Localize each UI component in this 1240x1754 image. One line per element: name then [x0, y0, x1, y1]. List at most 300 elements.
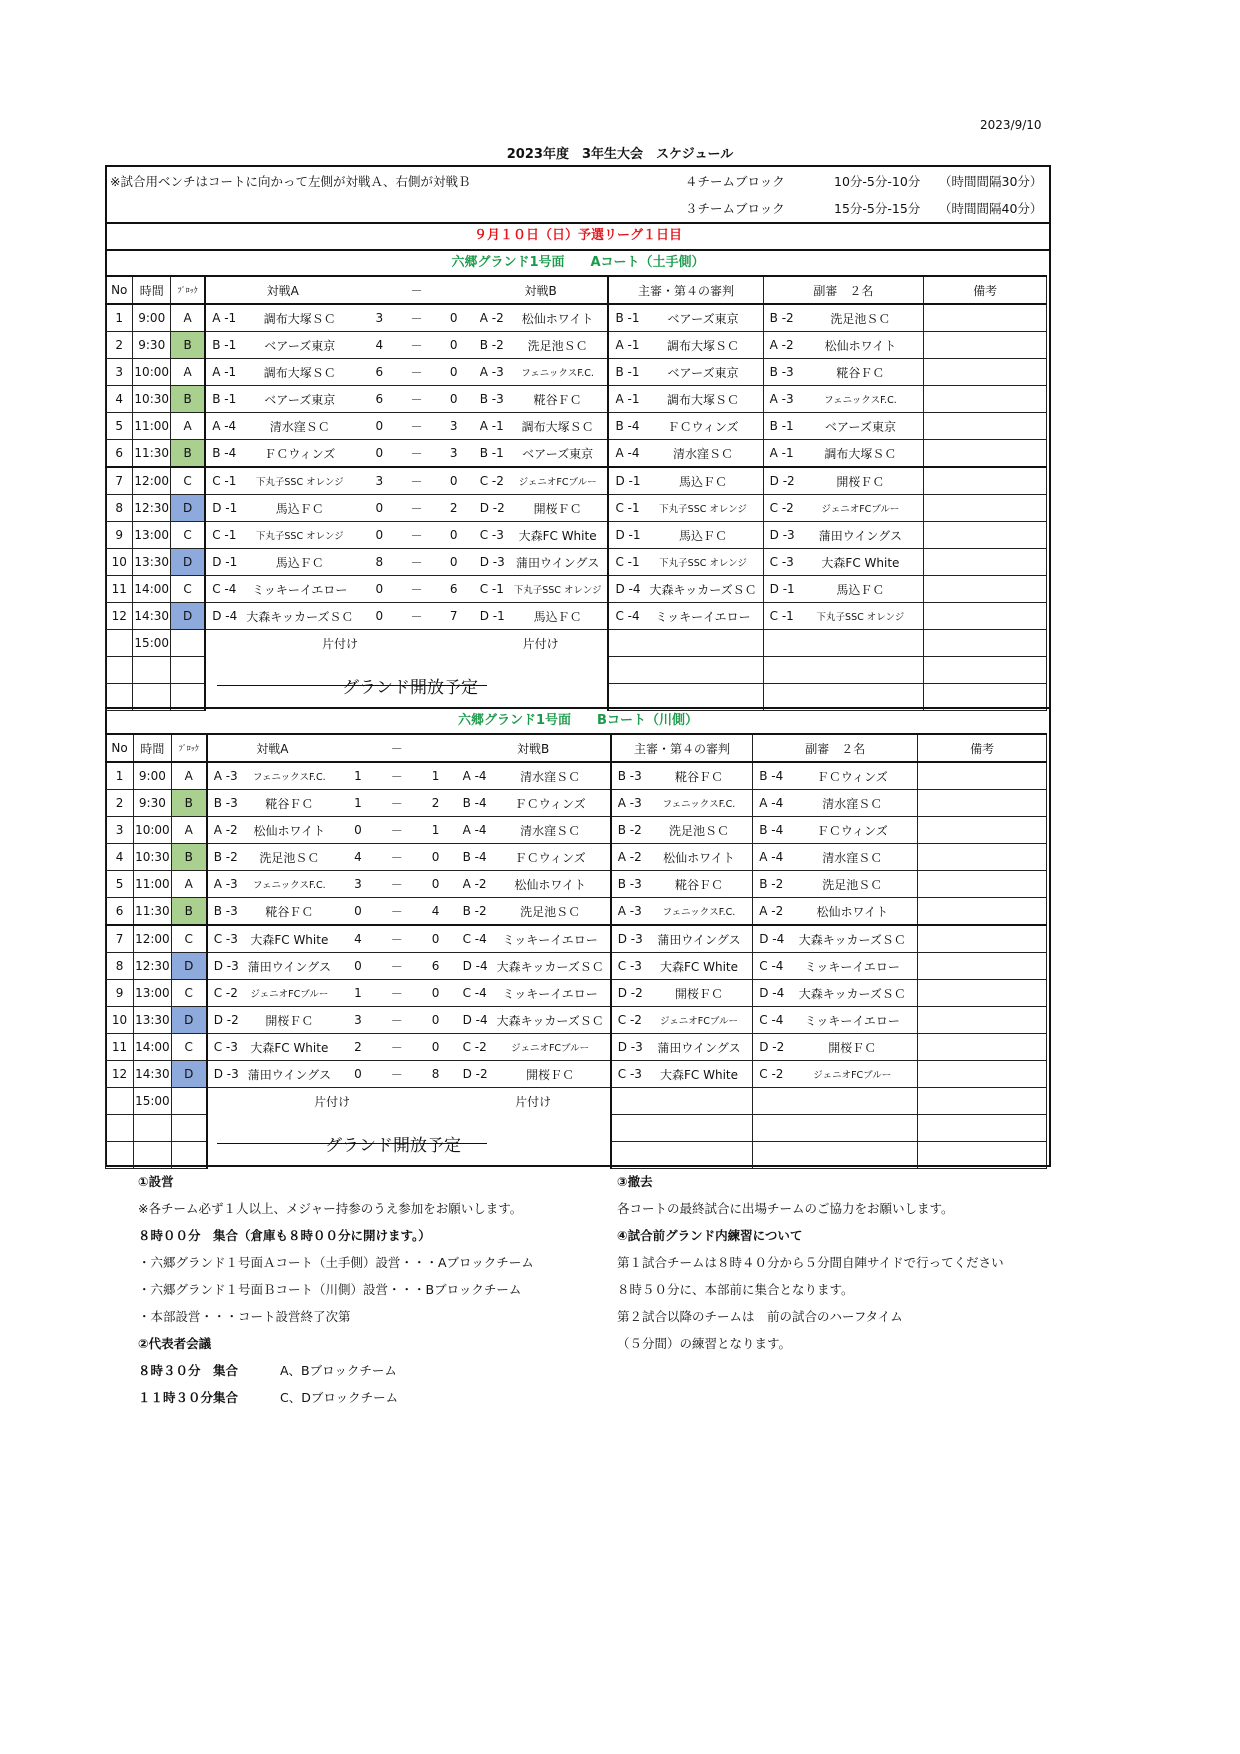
score-dash: － — [399, 603, 433, 630]
cleanup-b: 片付け — [457, 1088, 611, 1115]
team-a-inner — [206, 305, 359, 331]
table-row — [106, 1115, 1047, 1142]
team-a — [207, 1007, 337, 1034]
remarks-cell — [924, 657, 1047, 684]
assistant-referee-code: B -4 — [759, 823, 784, 837]
team-a-code: B -2 — [213, 850, 238, 864]
match-time: 11:00 — [133, 413, 171, 440]
assistant-referee-name: ジェニオFCブルー — [813, 1070, 892, 1081]
match-time: 14:30 — [134, 1061, 172, 1088]
referee — [608, 386, 763, 413]
assistant-referee — [753, 871, 918, 898]
assistant-referee-inner — [764, 332, 924, 358]
team-b-code: D -3 — [479, 555, 505, 569]
assistant-referee-code: D -4 — [759, 986, 785, 1000]
match-time: 10:30 — [134, 844, 172, 871]
referee-code: B -4 — [615, 419, 640, 433]
team-a-name: 大森キッカーズＳＣ — [246, 609, 354, 624]
score-dash: － — [379, 1007, 415, 1034]
match-time: 10:30 — [133, 386, 171, 413]
referee-code: D -4 — [615, 582, 641, 596]
team-a-name: フェニックスF.C. — [253, 880, 326, 891]
block-cell: A — [170, 304, 205, 332]
table-row — [106, 522, 1047, 549]
referee-inner — [612, 1061, 753, 1087]
referee-inner — [612, 817, 753, 843]
referee-inner — [609, 522, 762, 548]
match-no: 6 — [106, 898, 134, 926]
remarks-cell — [924, 386, 1047, 413]
referee — [608, 576, 763, 603]
referee-code: C -2 — [617, 1013, 642, 1027]
referee-inner — [609, 549, 762, 575]
assistant-referee — [763, 359, 924, 386]
match-no: 9 — [106, 980, 134, 1007]
team-b-code: D -4 — [462, 1013, 488, 1027]
court-title: 六郷グランド1号面 Aコート（土手側） — [105, 249, 1051, 275]
referee — [608, 657, 763, 684]
assistant-referee-name: ＦＣウィンズ — [816, 769, 888, 784]
team-a-inner — [208, 1007, 337, 1033]
team-b-name: ベアーズ東京 — [522, 446, 594, 461]
match-time — [134, 1115, 172, 1142]
team-b-name: 松仙ホワイト — [514, 877, 586, 892]
remarks-cell — [918, 953, 1047, 980]
score-dash: － — [379, 871, 415, 898]
match-no: 1 — [106, 762, 134, 790]
assistant-referee-inner — [764, 576, 924, 602]
team-a-code: D -3 — [213, 959, 239, 973]
team-b-inner — [474, 440, 608, 466]
header-no: No — [106, 734, 134, 762]
team-b-code: C -4 — [462, 986, 487, 1000]
team-b-inner — [474, 413, 608, 439]
referee-name: 糀谷ＦＣ — [674, 877, 723, 892]
team-a-code: A -3 — [213, 769, 238, 783]
referee-code: B -3 — [617, 769, 642, 783]
referee — [608, 495, 763, 522]
referee-name: フェニックスF.C. — [662, 907, 736, 918]
referee-name: 調布大塚ＳＣ — [667, 392, 740, 407]
score-a: 4 — [337, 925, 379, 953]
table-row — [106, 817, 1047, 844]
team-a-code: C -1 — [212, 528, 237, 542]
team-a-inner — [206, 549, 359, 575]
remarks-cell — [924, 413, 1047, 440]
assistant-referee-code: D -4 — [759, 932, 785, 946]
match-time: 11:30 — [134, 898, 172, 926]
team-b — [474, 386, 609, 413]
footer-left-line: ８時００分 集合（倉庫も８時００分に開けます。） — [138, 1228, 431, 1243]
referee — [611, 925, 753, 953]
team-a — [207, 925, 337, 953]
match-time: 10:00 — [133, 359, 171, 386]
cleanup-b — [474, 657, 609, 684]
team-a-name: ジェニオFCブルー — [250, 989, 329, 1000]
match-no: 10 — [106, 549, 133, 576]
referee — [611, 1088, 753, 1115]
assistant-referee-name: 清水窪ＳＣ — [822, 796, 883, 811]
match-no — [106, 1142, 134, 1169]
team-b-inner — [474, 359, 608, 385]
team-a-inner — [208, 980, 337, 1006]
match-time: 12:00 — [134, 925, 172, 953]
score-a: 2 — [337, 1034, 379, 1061]
team-a-code: C -4 — [212, 582, 237, 596]
referee — [608, 467, 763, 495]
assistant-referee-inner — [764, 495, 924, 521]
team-a-code: C -3 — [213, 932, 238, 946]
team-b — [474, 332, 609, 359]
footer-left-line: ①設営 — [138, 1174, 174, 1189]
referee-name: 洗足池ＳＣ — [668, 823, 729, 838]
team-a-code: B -4 — [212, 446, 237, 460]
referee — [611, 817, 753, 844]
team-b-inner — [474, 386, 608, 412]
team-b-inner — [457, 790, 610, 816]
match-no: 4 — [106, 386, 133, 413]
team-a-inner — [208, 1061, 337, 1087]
referee-name: 蒲田ウイングス — [657, 932, 741, 947]
team-a-inner — [206, 359, 359, 385]
score-dash: － — [399, 522, 433, 549]
schedule-table — [105, 275, 1047, 711]
team-b — [474, 495, 609, 522]
footer-right-line: 第１試合チームは８時４０分から５分間自陣サイドで行ってください — [617, 1255, 1004, 1270]
assistant-referee-name: 松仙ホワイト — [816, 904, 889, 919]
team-a — [205, 386, 359, 413]
match-no: 3 — [106, 359, 133, 386]
table-row — [106, 603, 1047, 630]
team-a-inner — [208, 953, 337, 979]
block-cell — [171, 1115, 207, 1142]
assistant-referee — [753, 898, 918, 926]
team-b-inner — [457, 817, 610, 843]
team-a — [205, 576, 359, 603]
match-no — [106, 630, 133, 657]
schedule-frame — [105, 165, 1051, 1167]
score-b: 2 — [415, 790, 457, 817]
team-a-code: B -1 — [212, 338, 237, 352]
team-a — [207, 817, 337, 844]
score-b: 0 — [434, 549, 474, 576]
cleanup-b: 片付け — [474, 630, 609, 657]
score-b: 0 — [415, 1007, 457, 1034]
referee-inner — [609, 468, 762, 494]
block-cell: B — [170, 332, 205, 359]
match-time: 13:00 — [133, 522, 171, 549]
referee-name: 大森キッカーズＳＣ — [649, 582, 757, 597]
score-b: 0 — [434, 332, 474, 359]
referee-code: C -3 — [617, 959, 642, 973]
score-b: 3 — [434, 440, 474, 468]
block-cell: C — [170, 522, 205, 549]
team-b — [457, 1007, 611, 1034]
score-b: 7 — [434, 603, 474, 630]
team-b-inner — [474, 549, 608, 575]
team-a-inner — [206, 522, 359, 548]
referee-code: D -1 — [615, 474, 641, 488]
assistant-referee — [763, 549, 924, 576]
table-row — [106, 413, 1047, 440]
referee-name: 清水窪ＳＣ — [673, 446, 734, 461]
cleanup-a: 片付け — [207, 1088, 457, 1115]
assistant-referee — [763, 576, 924, 603]
table-row — [106, 467, 1047, 495]
assistant-referee-code: D -2 — [759, 1040, 785, 1054]
score-a: 0 — [359, 576, 399, 603]
referee-name: ミッキーイエロー — [655, 609, 751, 624]
table-row — [106, 630, 1047, 657]
assistant-referee-name: 大森キッカーズＳＣ — [798, 986, 906, 1001]
block-cell: C — [170, 576, 205, 603]
assistant-referee-inner — [753, 763, 917, 789]
referee-name: ベアーズ東京 — [667, 311, 739, 326]
score-b: 0 — [434, 304, 474, 332]
team-b-inner — [474, 305, 608, 331]
team-a-inner — [208, 844, 337, 870]
remarks-cell — [924, 332, 1047, 359]
remarks-cell — [918, 1115, 1047, 1142]
match-time: 12:30 — [133, 495, 171, 522]
team-a-inner — [208, 1034, 337, 1060]
block4-label: ４チームブロック — [685, 174, 785, 189]
team-b-name: 糀谷ＦＣ — [533, 392, 582, 407]
table-row — [106, 386, 1047, 413]
team-a-code: D -4 — [212, 609, 238, 623]
team-a — [205, 467, 359, 495]
match-time: 13:30 — [133, 549, 171, 576]
block-cell: B — [171, 844, 207, 871]
block4-interval: （時間間隔30分） — [939, 174, 1043, 189]
referee — [611, 1115, 753, 1142]
score-a: 0 — [359, 603, 399, 630]
team-a — [205, 332, 359, 359]
assistant-referee — [763, 467, 924, 495]
assistant-referee-inner — [753, 844, 917, 870]
header-no: No — [106, 276, 133, 304]
ground-open-label: グランド開放予定 — [342, 678, 478, 698]
footer-left-line: ※各チーム必ず１人以上、メジャー持参のうえ参加をお願いします。 — [138, 1201, 523, 1216]
team-a — [207, 898, 337, 926]
team-b — [457, 925, 611, 953]
score-b: 0 — [415, 980, 457, 1007]
referee — [611, 898, 753, 926]
team-b-name: ジェニオFCブルー — [511, 1043, 590, 1054]
team-b-code: D -4 — [462, 959, 488, 973]
match-time: 12:30 — [134, 953, 172, 980]
team-a-name: 松仙ホワイト — [253, 823, 326, 838]
team-b-inner — [457, 871, 610, 897]
team-a-name: ＦＣウィンズ — [264, 446, 336, 461]
block-cell: A — [171, 871, 207, 898]
match-no: 8 — [106, 953, 134, 980]
referee-inner — [612, 763, 753, 789]
referee-name: ベアーズ東京 — [667, 365, 739, 380]
block-cell: C — [171, 1034, 207, 1061]
referee-inner — [609, 332, 762, 358]
table-row — [106, 871, 1047, 898]
team-b-name: ＦＣウィンズ — [514, 796, 586, 811]
remarks-cell — [918, 817, 1047, 844]
assistant-referee-inner — [753, 1007, 917, 1033]
block-cell: D — [171, 953, 207, 980]
remarks-cell — [924, 440, 1047, 468]
block3-label: ３チームブロック — [685, 201, 785, 216]
referee-inner — [612, 1007, 753, 1033]
team-a-name: 洗足池ＳＣ — [259, 850, 320, 865]
match-no: 2 — [106, 790, 134, 817]
team-a-inner — [208, 871, 337, 897]
document-date: 2023/9/10 — [980, 118, 1042, 132]
remarks-cell — [924, 603, 1047, 630]
team-b-code: B -1 — [479, 446, 504, 460]
assistant-referee-inner — [753, 898, 917, 924]
block-cell — [171, 1142, 207, 1169]
assistant-referee-inner — [753, 790, 917, 816]
referee-code: A -1 — [615, 338, 640, 352]
score-b: 0 — [415, 844, 457, 871]
score-b: 2 — [434, 495, 474, 522]
team-b — [457, 790, 611, 817]
team-a-inner — [208, 790, 337, 816]
team-b — [474, 467, 609, 495]
assistant-referee-name: ジェニオFCブルー — [821, 504, 900, 515]
team-a-inner — [206, 332, 359, 358]
referee-name: ＦＣウィンズ — [667, 419, 739, 434]
team-b-code: A -2 — [462, 877, 487, 891]
block-cell: C — [171, 980, 207, 1007]
block-cell: A — [171, 762, 207, 790]
team-b — [474, 549, 609, 576]
team-a-name: 糀谷ＦＣ — [265, 904, 314, 919]
team-b-name: 大森FC White — [518, 528, 597, 543]
assistant-referee-name: ミッキーイエロー — [804, 1013, 900, 1028]
team-a-code: D -2 — [213, 1013, 239, 1027]
team-b — [457, 1034, 611, 1061]
referee-code: C -3 — [617, 1067, 642, 1081]
assistant-referee — [753, 980, 918, 1007]
assistant-referee-name: 蒲田ウイングス — [818, 528, 903, 543]
referee-inner — [609, 603, 762, 629]
team-b — [474, 359, 609, 386]
team-b-code: A -4 — [462, 769, 487, 783]
team-a-name: ミッキーイエロー — [252, 582, 348, 597]
assistant-referee-inner — [753, 871, 917, 897]
team-b — [474, 576, 609, 603]
referee-code: D -1 — [615, 528, 641, 542]
team-a-name: 下丸子SSC オレンジ — [255, 531, 344, 542]
table-row — [106, 925, 1047, 953]
score-a: 4 — [359, 332, 399, 359]
referee-name: 蒲田ウイングス — [657, 1040, 741, 1055]
score-dash: － — [379, 790, 415, 817]
table-row — [106, 980, 1047, 1007]
cleanup-b — [457, 1142, 611, 1169]
referee — [608, 549, 763, 576]
match-no: 4 — [106, 844, 134, 871]
table-row — [106, 844, 1047, 871]
team-b — [457, 844, 611, 871]
team-a-code: A -3 — [213, 877, 238, 891]
team-b-code: A -1 — [479, 419, 504, 433]
score-a: 4 — [337, 844, 379, 871]
remarks-cell — [918, 898, 1047, 926]
match-no: 5 — [106, 871, 134, 898]
team-b — [457, 898, 611, 926]
assistant-referee-name: 大森キッカーズＳＣ — [798, 932, 906, 947]
score-a: 3 — [359, 467, 399, 495]
assistant-referee — [763, 332, 924, 359]
team-b-inner — [457, 1061, 610, 1087]
match-no — [106, 1088, 134, 1115]
footer-left-line: １１時３０分集合 — [138, 1390, 239, 1405]
referee-inner — [612, 926, 753, 952]
header-time: 時間 — [134, 734, 172, 762]
footer-right-line: ③撤去 — [617, 1174, 653, 1189]
block-cell: D — [171, 1061, 207, 1088]
block3-interval: （時間間隔40分） — [939, 201, 1043, 216]
cleanup-a: 片付け — [205, 630, 474, 657]
table-row — [106, 1142, 1047, 1169]
footer-right-line: 第２試合以降のチームは 前の試合のハーフタイム — [617, 1309, 903, 1324]
table-row — [106, 953, 1047, 980]
table-row — [106, 549, 1047, 576]
assistant-referee-code: B -4 — [759, 769, 784, 783]
table-row — [106, 576, 1047, 603]
referee-code: A -2 — [617, 850, 642, 864]
header-block: ﾌﾞﾛｯｸ — [171, 734, 207, 762]
team-b-inner — [457, 1007, 610, 1033]
team-a — [205, 603, 359, 630]
team-b — [457, 1061, 611, 1088]
table-row — [106, 304, 1047, 332]
referee-inner — [609, 359, 762, 385]
match-time: 13:00 — [134, 980, 172, 1007]
table-row — [106, 1088, 1047, 1115]
footer-left-line: ８時３０分 集合 — [138, 1363, 239, 1378]
score-b: 0 — [434, 386, 474, 413]
referee-code: A -3 — [617, 796, 642, 810]
team-a — [207, 1034, 337, 1061]
score-a: 3 — [337, 1007, 379, 1034]
score-dash: － — [379, 898, 415, 926]
schedule-table — [105, 733, 1047, 1169]
team-a-name: 馬込ＦＣ — [275, 555, 324, 570]
day-title: ９月１０日（日）予選リーグ１日目 — [105, 222, 1051, 248]
referee-code: C -1 — [615, 501, 640, 515]
score-b: 0 — [434, 467, 474, 495]
team-a-code: A -2 — [213, 823, 238, 837]
team-b-inner — [457, 1034, 610, 1060]
score-a: 3 — [337, 871, 379, 898]
assistant-referee-inner — [764, 413, 924, 439]
assistant-referee — [753, 1115, 918, 1142]
team-a — [205, 522, 359, 549]
assistant-referee-inner — [753, 1061, 917, 1087]
team-b — [457, 817, 611, 844]
team-a — [207, 790, 337, 817]
score-a: 1 — [337, 790, 379, 817]
score-a: 0 — [359, 495, 399, 522]
header-team-b: 対戦B — [474, 276, 609, 304]
assistant-referee-code: A -2 — [759, 904, 784, 918]
match-no: 12 — [106, 603, 133, 630]
score-b: 1 — [415, 762, 457, 790]
header-team-a: 対戦A — [205, 276, 359, 304]
referee — [611, 1034, 753, 1061]
remarks-cell — [924, 576, 1047, 603]
